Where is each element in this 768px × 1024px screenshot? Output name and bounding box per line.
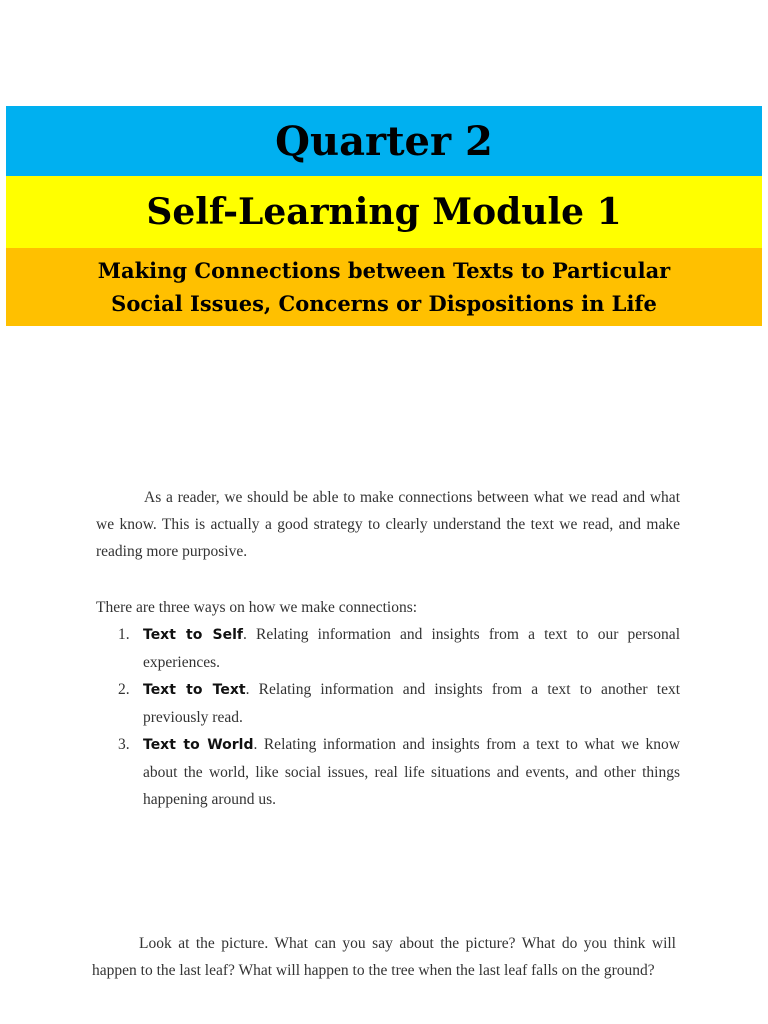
intro-paragraph: As a reader, we should be able to make connections between what we read and what we know. This is actually a good strategy to clearly understand the text we read, and make reading more purposive.	[96, 489, 680, 560]
way-description: . Relating information and insights from a text to another text previously read.	[143, 681, 681, 726]
list-number: 1.	[118, 626, 130, 643]
way-term: Text to Text	[143, 682, 246, 698]
list-item	[96, 676, 680, 731]
way-description: . Relating information and insights from a text to what we know about the world, like social issues, real life situations and events, and other things happening around us.	[143, 736, 680, 808]
topic-banner	[6, 248, 762, 326]
picture-question: Look at the picture. What can you say about the picture? What do you think will happen to the last leaf? What will happen to the tree when the last leaf falls on the ground?	[92, 935, 676, 979]
quarter-title: Quarter 2	[275, 117, 493, 165]
list-item	[96, 621, 680, 676]
topic-title-line1: Making Connections between Texts to Particular	[97, 258, 671, 283]
topic-title-line2: Social Issues, Concerns or Dispositions in Life	[111, 291, 657, 316]
list-number: 3.	[118, 736, 130, 753]
list-item	[96, 731, 680, 813]
module-banner	[6, 176, 762, 248]
quarter-banner	[6, 106, 762, 176]
ways-heading: There are three ways on how we make connections:	[96, 599, 418, 616]
way-description: . Relating information and insights from a text to our personal experiences.	[143, 626, 680, 671]
way-term: Text to World	[143, 737, 254, 753]
module-title: Self-Learning Module 1	[146, 191, 622, 233]
way-term: Text to Self	[143, 627, 243, 643]
connection-ways-list	[96, 621, 680, 813]
list-number: 2.	[118, 681, 130, 698]
